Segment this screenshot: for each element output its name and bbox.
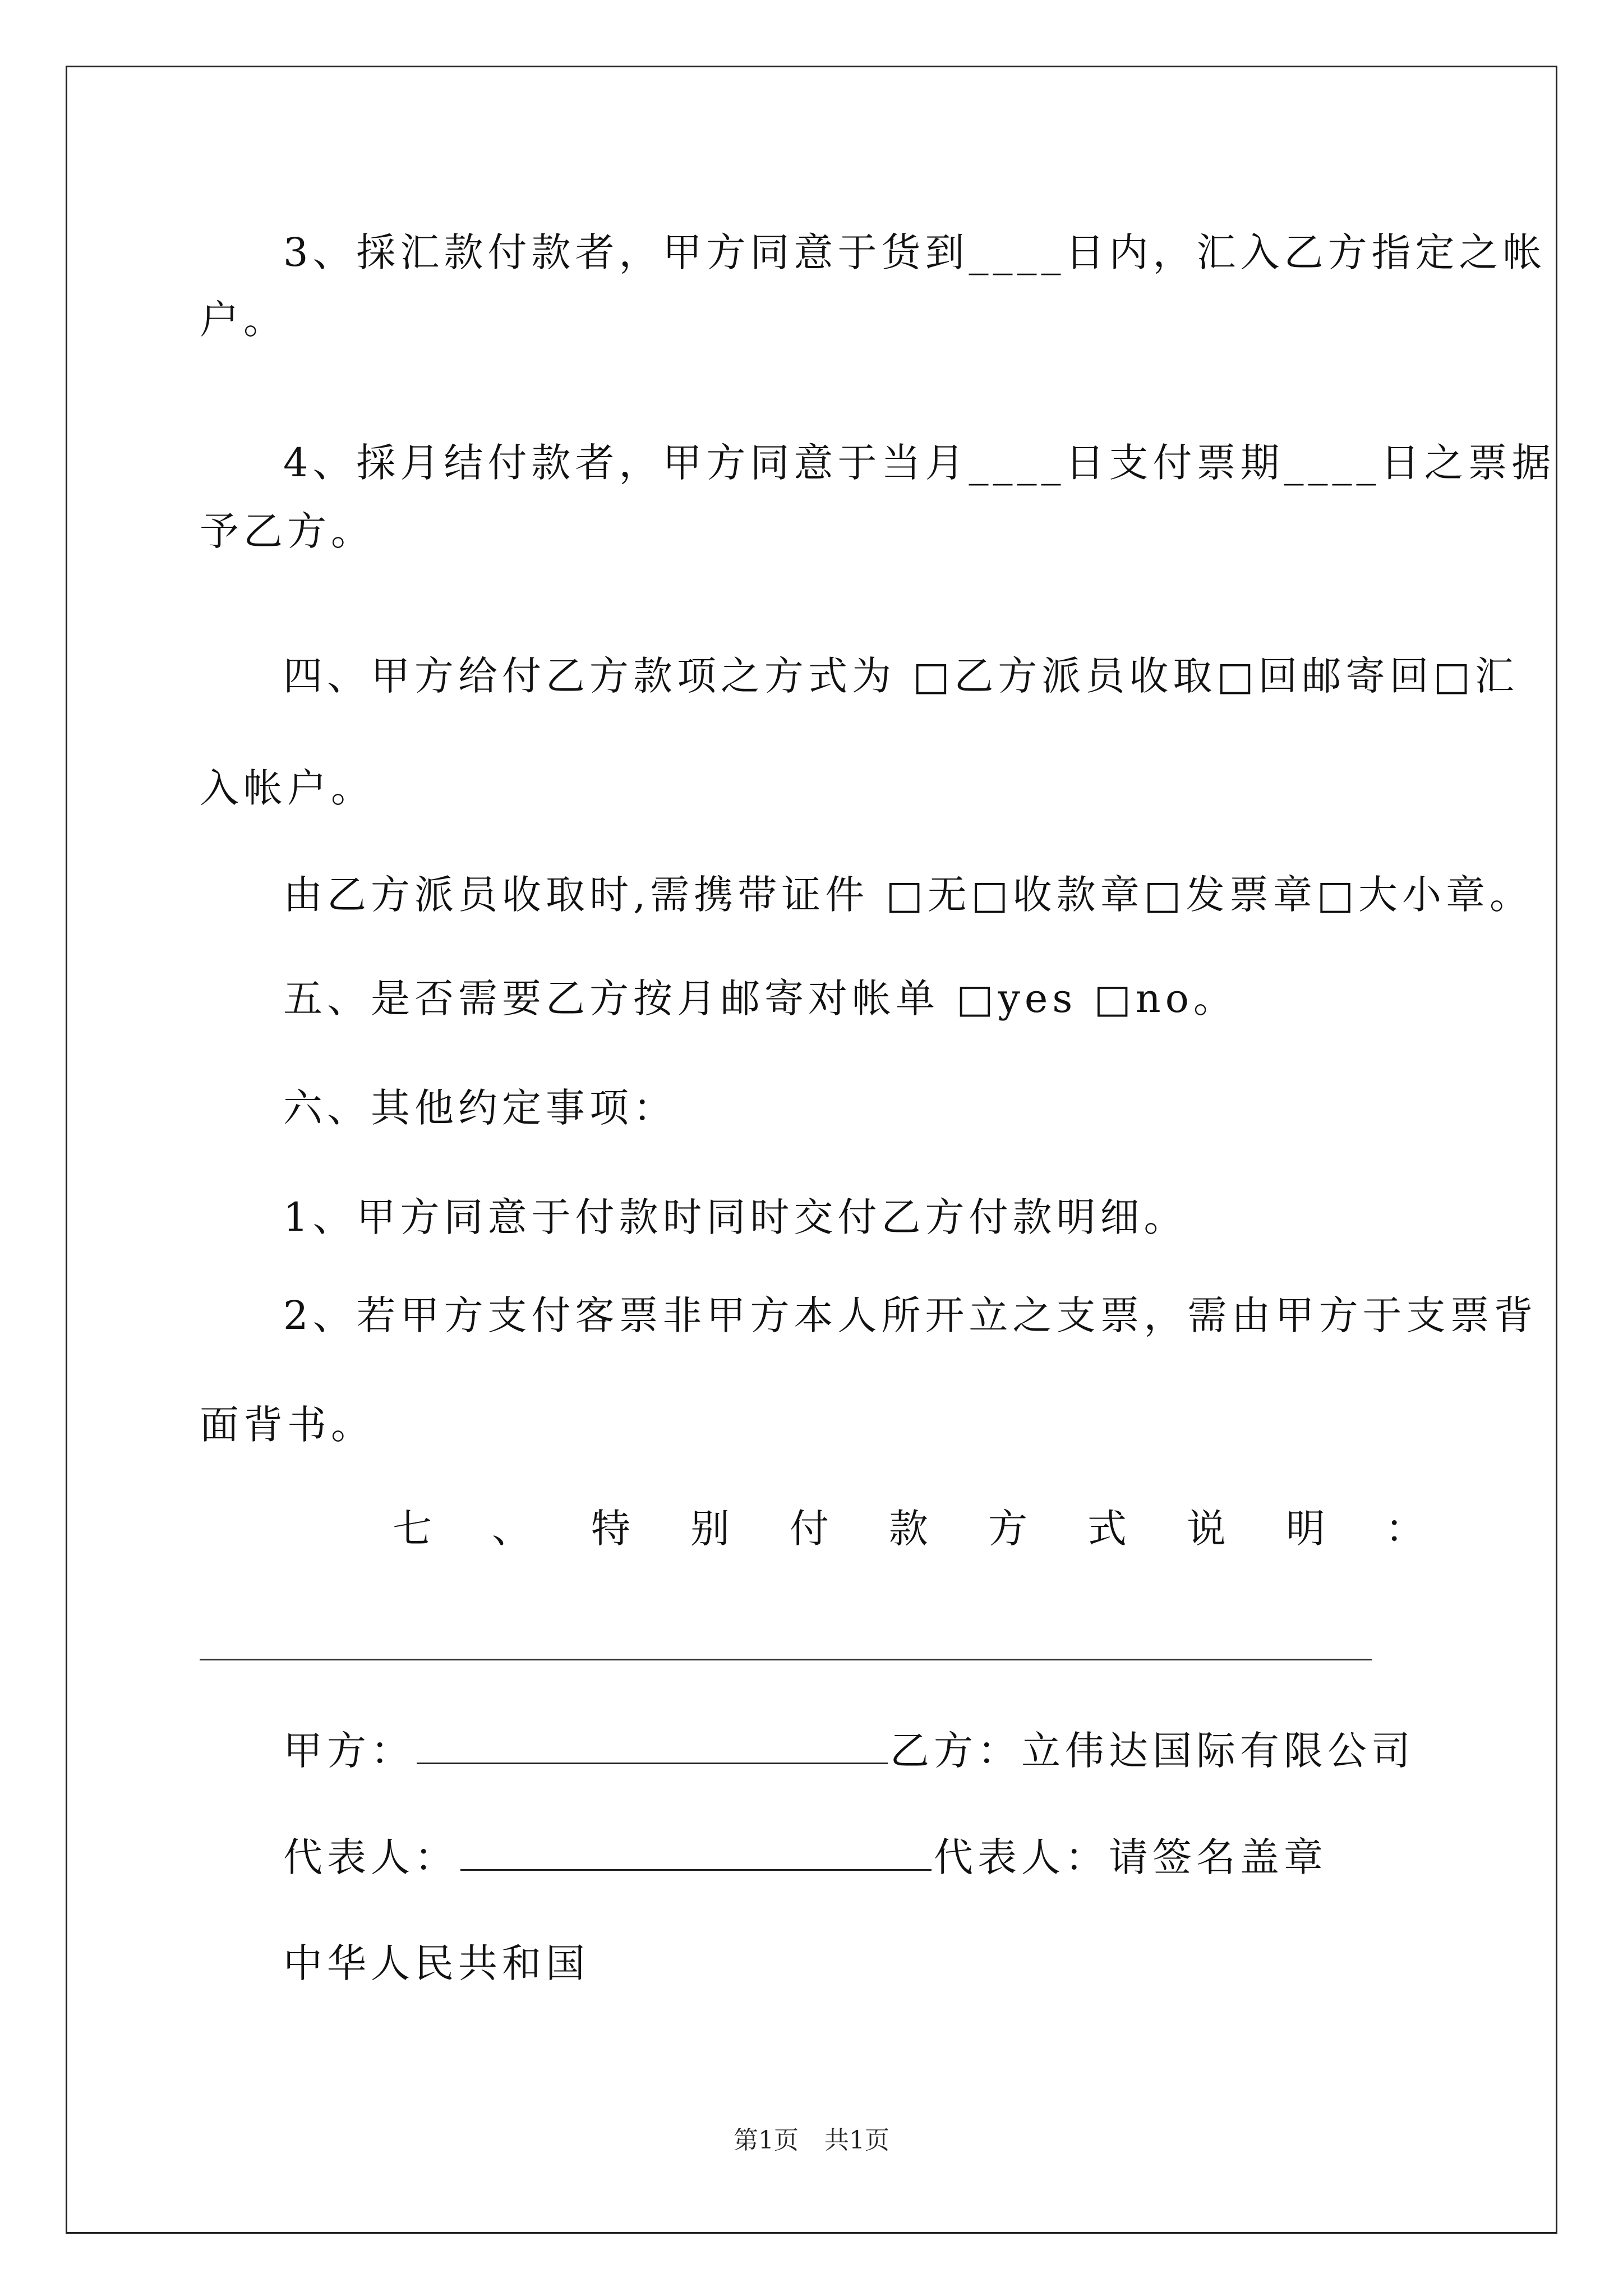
representative-a-label: 代表人： (283, 1834, 458, 1880)
clause-4-line-2: 予乙方。 (200, 508, 375, 554)
representative-b: 代表人：请签名盖章 (934, 1834, 1327, 1880)
representative-a-signature-blank (460, 1834, 932, 1871)
party-a-b-line (283, 1728, 1511, 1774)
section-7-char: 款 (889, 1506, 928, 1552)
section-7-char: 方 (988, 1506, 1027, 1552)
party-a-signature-blank (417, 1728, 888, 1764)
page-total: 共1页 (824, 2126, 889, 2155)
page-number: 第1页 (734, 2126, 799, 2155)
section-7-char: ： (1385, 1506, 1424, 1552)
section-6-item-2-line-2: 面背书。 (200, 1402, 375, 1448)
clause-4-line-1: 4、採月结付款者，甲方同意于当月____日支付票期____日之票据 (283, 440, 1556, 486)
country-line: 中华人民共和国 (283, 1940, 589, 1986)
section-7-char: 、 (492, 1506, 531, 1552)
clause-3-line-1: 3、採汇款付款者，甲方同意于货到____日内，汇入乙方指定之帐 (283, 229, 1547, 275)
section-7-char: 明 (1286, 1506, 1325, 1552)
section-5: 五、是否需要乙方按月邮寄对帐单 □yes □no。 (283, 976, 1237, 1022)
section-7-char: 特 (591, 1506, 630, 1552)
section-6-item-2-line-1: 2、若甲方支付客票非甲方本人所开立之支票，需由甲方于支票背 (283, 1292, 1538, 1338)
collection-requirement: 由乙方派员收取时,需携带证件 □无□收款章□发票章□大小章。 (283, 872, 1534, 918)
section-4-line-2: 入帐户。 (200, 765, 375, 811)
section-6-heading: 六、其他约定事项： (283, 1085, 677, 1131)
section-7-char: 别 (690, 1506, 730, 1552)
special-payment-blank-line (200, 1659, 1372, 1660)
section-7-char: 付 (790, 1506, 829, 1552)
section-4-line-1: 四、甲方给付乙方款项之方式为 □乙方派员收取□回邮寄回□汇 (283, 653, 1519, 699)
section-7-char: 式 (1087, 1506, 1127, 1552)
section-6-item-1: 1、甲方同意于付款时同时交付乙方付款明细。 (283, 1194, 1188, 1240)
party-a-label: 甲方： (283, 1728, 414, 1774)
section-7-char: 七 (393, 1506, 432, 1552)
representative-line (283, 1834, 1511, 1880)
party-b-name: 乙方：立伟达国际有限公司 (890, 1728, 1415, 1774)
page-footer (0, 2128, 1623, 2153)
clause-3-line-2: 户。 (200, 297, 287, 343)
page-border (66, 66, 1557, 2234)
section-7-heading (393, 1506, 1424, 1552)
section-7-char: 说 (1187, 1506, 1226, 1552)
